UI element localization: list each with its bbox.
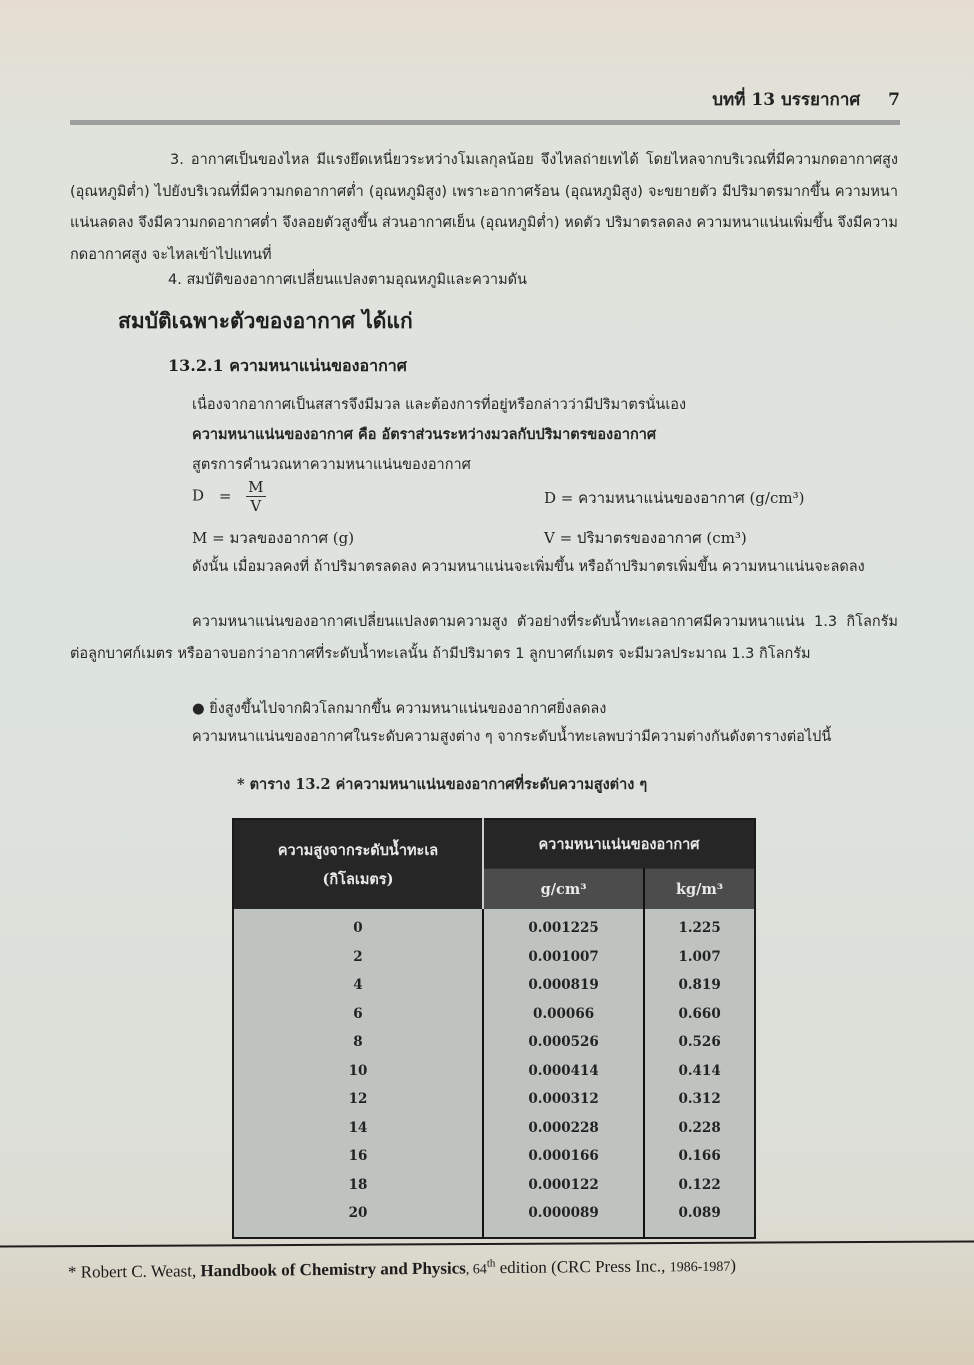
footnote-years: 1986-1987 — [669, 1259, 731, 1276]
cell-density-gcm3: 0.001007 — [483, 943, 644, 972]
formula-def-v: V = ปริมาตรของอากาศ (cm³) — [544, 529, 747, 547]
bullet-text: ยิ่งสูงขึ้นไปจากผิวโลกมากขึ้น ความหนาแน่นของอากาศยิ่งลดลง — [209, 701, 607, 717]
page-number: 7 — [888, 90, 900, 110]
cell-density-kgm3: 0.526 — [644, 1028, 755, 1057]
subsection-intro: เนื่องจากอากาศเป็นสสารจึงมีมวล และต้องการที่อยู่หรือกล่าวว่ามีปริมาตรนั่นเอง — [192, 397, 687, 413]
consequence-text: ดังนั้น เมื่อมวลคงที่ ถ้าปริมาตรลดลง ความหนาแน่นจะเพิ่มขึ้น หรือถ้าปริมาตรเพิ่มขึ้น ความหนาแน่นจะลดลง — [192, 559, 865, 575]
table-row — [233, 943, 755, 972]
col-header-density-group: ความหนาแน่นของอากาศ — [483, 819, 755, 869]
cell-density-gcm3: 0.000526 — [483, 1028, 644, 1057]
cell-density-kgm3: 0.312 — [644, 1085, 755, 1114]
cell-altitude: 6 — [233, 1000, 483, 1029]
table-row — [233, 1171, 755, 1200]
altitude-header-line2: (กิโลเมตร) — [322, 870, 394, 888]
table-row — [233, 909, 755, 943]
table-row — [233, 971, 755, 1000]
col-header-gcm3: g/cm³ — [483, 869, 644, 910]
cell-altitude: 2 — [233, 943, 483, 972]
footnote-close: ) — [730, 1255, 737, 1275]
paragraph-3 — [70, 145, 898, 271]
cell-density-gcm3: 0.00066 — [483, 1000, 644, 1029]
formula-denominator: V — [250, 497, 262, 515]
table-caption: * ตาราง 13.2 ค่าความหนาแน่นของอากาศที่ระดับความสูงต่าง ๆ — [237, 776, 648, 793]
cell-altitude: 10 — [233, 1057, 483, 1086]
chapter-title: บทที่ 13 บรรยากาศ — [712, 90, 861, 110]
table-row — [233, 1000, 755, 1029]
cell-density-gcm3: 0.000089 — [483, 1199, 644, 1238]
cell-altitude: 4 — [233, 971, 483, 1000]
footnote-edition-sup: th — [486, 1257, 496, 1270]
cell-altitude: 20 — [233, 1199, 483, 1238]
cell-density-gcm3: 0.000122 — [483, 1171, 644, 1200]
table-row — [233, 1142, 755, 1171]
paragraph-example — [70, 607, 898, 670]
cell-density-kgm3: 0.819 — [644, 971, 755, 1000]
formula-expression — [192, 478, 266, 515]
cell-density-gcm3: 0.001225 — [483, 909, 644, 943]
footnote-publisher: edition (CRC Press Inc., — [495, 1256, 670, 1278]
table-row — [233, 1085, 755, 1114]
cell-altitude: 0 — [233, 909, 483, 943]
formula-fraction — [246, 478, 265, 515]
cell-density-gcm3: 0.000166 — [483, 1142, 644, 1171]
example-text: ความหนาแน่นของอากาศเปลี่ยนแปลงตามความสูง ตัวอย่างที่ระดับน้ำทะเลอากาศมีความหนาแน่น 1.3 กิโลกรัมต่อลูกบาศก์เมตร หรืออาจบอกว่าอากาศที่ระดับน้ำทะเลนั้น ถ้ามีปริมาตร 1 ลูกบาศก์เมตร จะมีมวลประมาณ 1.3 กิโลกรัม — [70, 614, 898, 662]
cell-altitude: 8 — [233, 1028, 483, 1057]
table-row — [233, 1114, 755, 1143]
col-header-kgm3: kg/m³ — [644, 869, 755, 910]
cell-density-gcm3: 0.000414 — [483, 1057, 644, 1086]
formula-lhs: D — [192, 486, 205, 505]
cell-density-kgm3: 0.089 — [644, 1199, 755, 1238]
cell-density-gcm3: 0.000228 — [483, 1114, 644, 1143]
cell-altitude: 16 — [233, 1142, 483, 1171]
cell-density-kgm3: 0.414 — [644, 1057, 755, 1086]
cell-density-kgm3: 0.122 — [644, 1171, 755, 1200]
air-density-table — [232, 818, 756, 1239]
cell-density-kgm3: 0.228 — [644, 1114, 755, 1143]
section-heading: สมบัติเฉพาะตัวของอากาศ ได้แก่ — [118, 308, 413, 333]
cell-density-gcm3: 0.000819 — [483, 971, 644, 1000]
cell-density-kgm3: 1.007 — [644, 943, 755, 972]
formula-equals: = — [218, 486, 232, 505]
footnote — [68, 1255, 736, 1283]
formula-label: สูตรการคำนวณหาความหนาแน่นของอากาศ — [192, 457, 471, 473]
density-formula — [192, 478, 892, 558]
formula-numerator: M — [248, 478, 264, 496]
paragraph-3-text: 3. อากาศเป็นของไหล มีแรงยึดเหนี่ยวระหว่างโมเลกุลน้อย จึงไหลถ่ายเทได้ โดยไหลจากบริเวณที่มีความกดอากาศสูง (อุณหภูมิต่ำ) ไปยังบริเวณที่มีความกดอากาศต่ำ (อุณหภูมิสูง) เพราะอากาศร้อน (อุณหภูมิสูง) จะขยายตัว มีปริมาตรมากขึ้น ความหนาแน่นลดลง จึงมีความกดอากาศต่ำ จึงลอยตัวสูงขึ้น ส่วนอากาศเย็น (อุณหภูมิต่ำ) หดตัว ปริมาตรลดลง ความหนาแน่นเพิ่มขึ้น จึงมีความกดอากาศสูง จะไหลเข้าไปแทนที่ — [70, 152, 898, 263]
footnote-rule — [0, 1240, 974, 1247]
bullet-icon: ● — [192, 701, 205, 717]
table-row — [233, 1199, 755, 1238]
density-definition: ความหนาแน่นของอากาศ คือ อัตราส่วนระหว่างมวลกับปริมาตรของอากาศ — [192, 427, 657, 443]
table-row — [233, 1028, 755, 1057]
footnote-edition: , 64 — [465, 1262, 487, 1278]
subsection-title: 13.2.1 ความหนาแน่นของอากาศ — [168, 356, 407, 375]
paragraph-consequence — [70, 552, 898, 584]
altitude-header-line1: ความสูงจากระดับน้ำทะเล — [277, 841, 439, 859]
footnote-author: * Robert C. Weast, — [67, 1261, 201, 1282]
cell-density-gcm3: 0.000312 — [483, 1085, 644, 1114]
cell-altitude: 14 — [233, 1114, 483, 1143]
header-rule — [70, 120, 900, 125]
footnote-book-title: Handbook of Chemistry and Physics — [200, 1258, 466, 1281]
cell-altitude: 12 — [233, 1085, 483, 1114]
cell-density-kgm3: 0.166 — [644, 1142, 755, 1171]
table-lead-in: ความหนาแน่นของอากาศในระดับความสูงต่าง ๆ จากระดับน้ำทะเลพบว่ามีความต่างกันดังตารางต่อไปนี้ — [192, 729, 832, 745]
formula-def-m: M = มวลของอากาศ (g) — [192, 529, 355, 547]
cell-density-kgm3: 0.660 — [644, 1000, 755, 1029]
col-header-altitude — [233, 819, 483, 909]
cell-altitude: 18 — [233, 1171, 483, 1200]
running-header — [640, 86, 900, 113]
table-body — [233, 909, 755, 1238]
paragraph-4: 4. สมบัติของอากาศเปลี่ยนแปลงตามอุณหภูมิและความดัน — [168, 272, 527, 288]
formula-def-d: D = ความหนาแน่นของอากาศ (g/cm³) — [544, 489, 805, 507]
bullet-item — [192, 697, 606, 720]
table-row — [233, 1057, 755, 1086]
cell-density-kgm3: 1.225 — [644, 909, 755, 943]
